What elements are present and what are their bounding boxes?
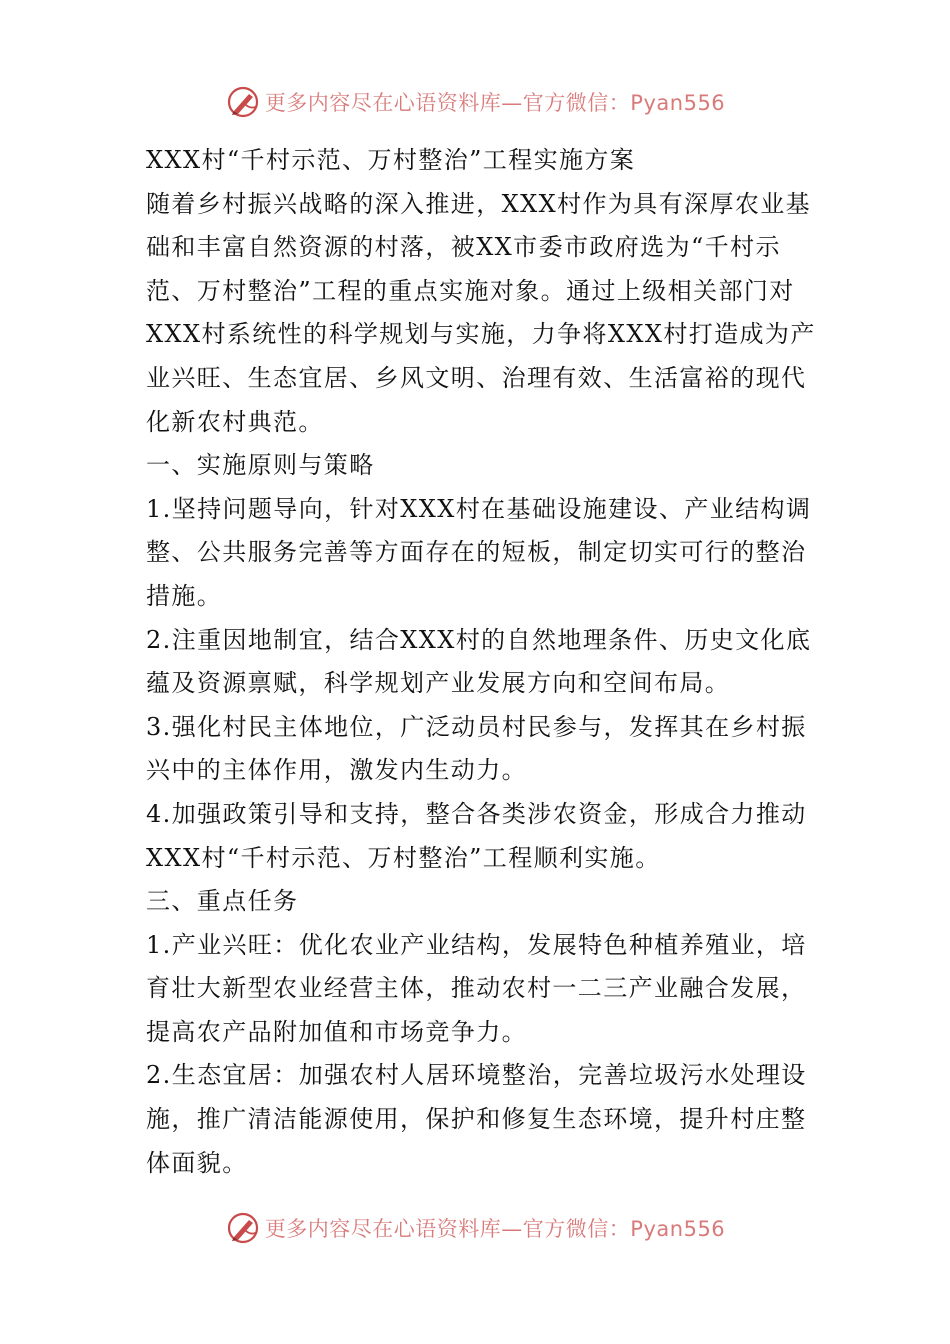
- text-line: 1.坚持问题导向，针对XXX村在基础设施建设、产业结构调: [146, 494, 812, 523]
- banner-text: 更多内容尽在心语资料库—官方微信：Pyan556: [264, 1217, 726, 1241]
- document-title: XXX村“千村示范、万村整治”工程实施方案: [146, 146, 636, 174]
- text-line: 兴中的主体作用，激发内生动力。: [146, 756, 527, 785]
- text-line: 化新农村典范。: [146, 407, 324, 436]
- text-line: 2.注重因地制宜，结合XXX村的自然地理条件、历史文化底: [146, 625, 812, 654]
- text-line: 4.加强政策引导和支持，整合各类涉农资金，形成合力推动: [146, 799, 807, 828]
- section-heading: 一、实施原则与策略: [146, 451, 375, 480]
- text-line: 育壮大新型农业经营主体，推动农村一二三产业融合发展，: [146, 974, 807, 1003]
- footer-banner: [0, 1208, 950, 1248]
- text-line: 3.强化村民主体地位，广泛动员村民参与，发挥其在乡村振: [146, 712, 807, 741]
- text-line: 1.产业兴旺：优化农业产业结构，发展特色种植养殖业，培: [146, 930, 807, 959]
- section-heading: 三、重点任务: [146, 887, 299, 916]
- text-line: 随着乡村振兴战略的深入推进，XXX村作为具有深厚农业基: [146, 189, 812, 218]
- text-line: 体面貌。: [146, 1148, 248, 1177]
- text-line: 措施。: [146, 581, 223, 610]
- text-line: XXX村“千村示范、万村整治”工程顺利实施。: [146, 843, 661, 872]
- document-body: [146, 139, 816, 1185]
- header-banner: [0, 82, 950, 122]
- text-line: 范、万村整治”工程的重点实施对象。通过上级相关部门对: [146, 276, 795, 305]
- text-line: 提高农产品附加值和市场竞争力。: [146, 1017, 527, 1046]
- text-line: 施，推广清洁能源使用，保护和修复生态环境，提升村庄整: [146, 1105, 807, 1134]
- text-line: 础和丰富自然资源的村落，被XX市委市政府选为“千村示: [146, 233, 781, 262]
- pen-logo-icon: [225, 1210, 261, 1246]
- banner-text: 更多内容尽在心语资料库—官方微信：Pyan556: [264, 91, 726, 115]
- pen-logo-icon: [225, 84, 261, 120]
- text-line: 2.生态宜居：加强农村人居环境整治，完善垃圾污水处理设: [146, 1061, 807, 1090]
- text-line: 蕴及资源禀赋，科学规划产业发展方向和空间布局。: [146, 669, 731, 698]
- text-line: 整、公共服务完善等方面存在的短板，制定切实可行的整治: [146, 538, 807, 567]
- text-line: 业兴旺、生态宜居、乡风文明、治理有效、生活富裕的现代: [146, 363, 807, 392]
- text-line: XXX村系统性的科学规划与实施，力争将XXX村打造成为产: [146, 320, 816, 349]
